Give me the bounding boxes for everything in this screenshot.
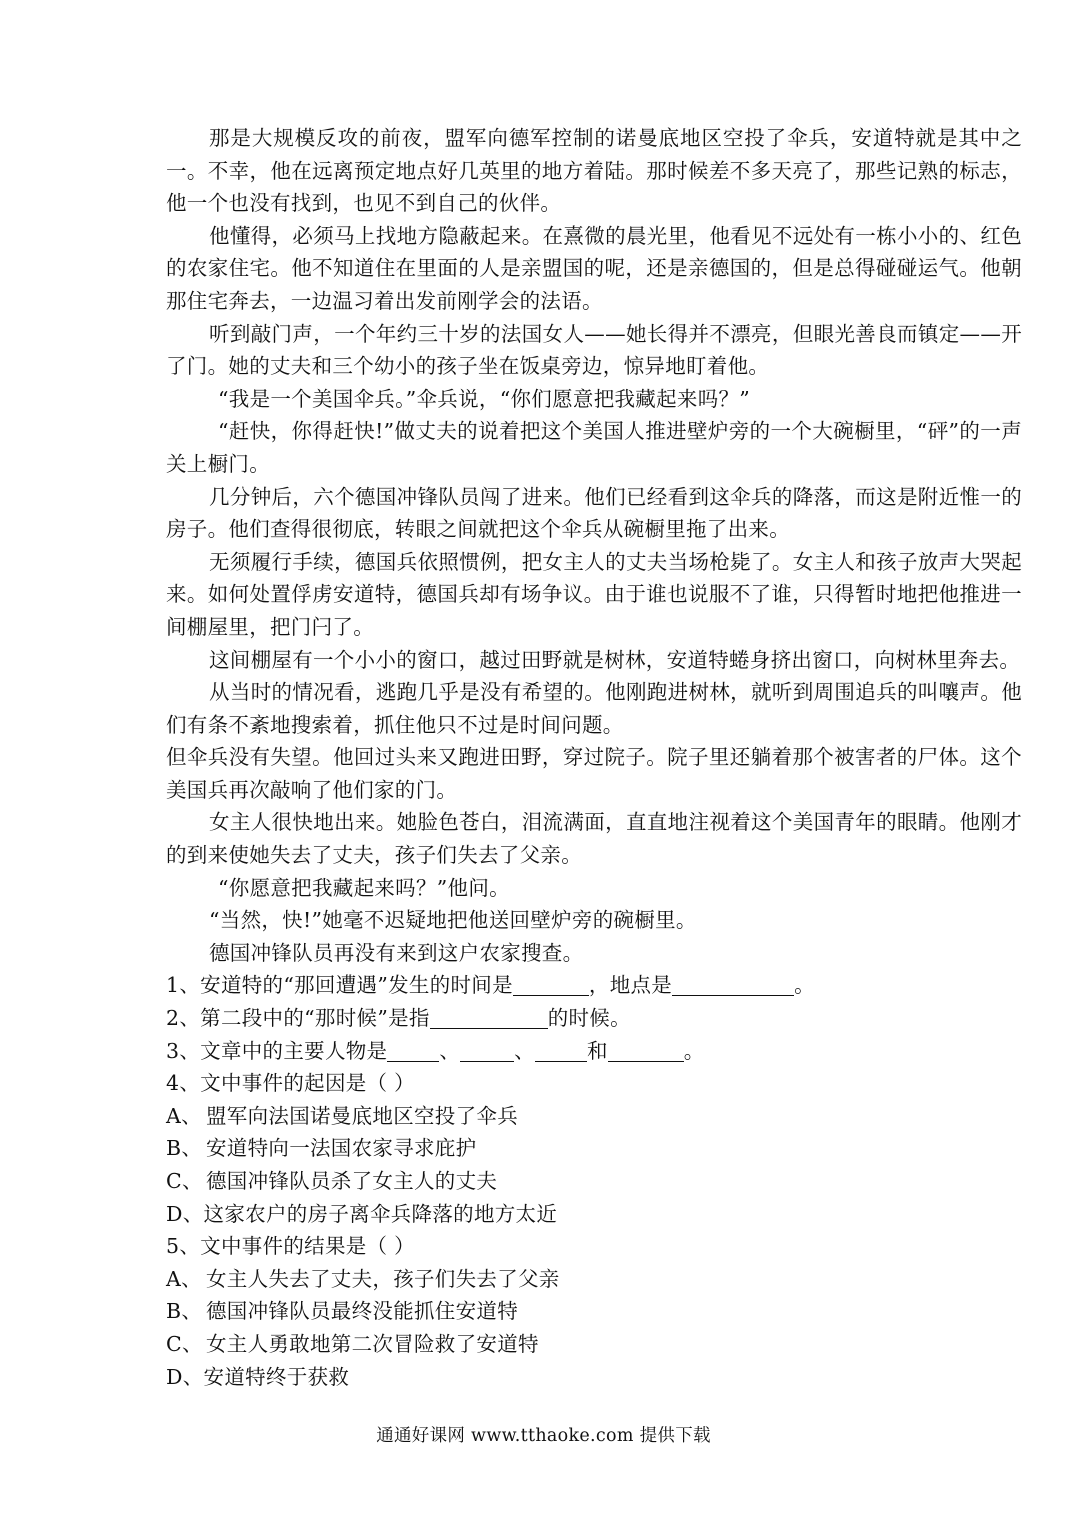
- passage-paragraph-4: “我是一个美国伞兵。”伞兵说，“你们愿意把我藏起来吗？”: [218, 386, 751, 411]
- question-3-separator-2: 、: [514, 1038, 535, 1063]
- question-2-blank[interactable]: [430, 1006, 548, 1029]
- question-4-option-c[interactable]: [166, 1165, 1022, 1198]
- question-1-time-blank[interactable]: [513, 973, 589, 996]
- page-footer: 通通好课网 www.tthaoke.com 提供下载: [376, 1426, 711, 1446]
- question-5-option-a[interactable]: [166, 1263, 1022, 1296]
- passage-paragraph-10: 但伞兵没有失望。他回过头来又跑进田野，穿过院子。院子里还躺着那个被害者的尸体。这个美国兵再次敲响了他们家的门。: [166, 745, 1022, 802]
- passage-paragraph-6: 几分钟后，六个德国冲锋队员闯了进来。他们已经看到这伞兵的降落，而这是附近惟一的房子。他们查得很彻底，转眼之间就把这个伞兵从碗橱里拖了出来。: [166, 484, 1022, 542]
- question-1-mid: ，地点是: [588, 973, 673, 998]
- question-1-place-blank[interactable]: [672, 973, 794, 996]
- passage-paragraph-12: “你愿意把我藏起来吗？”他问。: [218, 875, 510, 900]
- question-4-option-b[interactable]: [166, 1132, 1022, 1165]
- question-3-blank-3[interactable]: [535, 1039, 587, 1062]
- document-body: [166, 122, 1022, 1393]
- question-2: [166, 1002, 1022, 1035]
- question-2-prompt: 2、第二段中的“那时候”是指: [166, 1006, 430, 1031]
- question-4-option-d[interactable]: [166, 1198, 1022, 1231]
- question-4: 4、文中事件的起因是（ ）: [166, 1071, 415, 1096]
- option-letter: D、: [166, 1364, 204, 1389]
- question-5-option-b[interactable]: [166, 1295, 1022, 1328]
- question-3-blank-1[interactable]: [387, 1039, 439, 1062]
- passage-paragraph-5: “赶快，你得赶快!”做丈夫的说着把这个美国人推进壁炉旁的一个大碗橱里，“砰”的一声关上橱门。: [166, 419, 1022, 476]
- passage-paragraph-3: 听到敲门声，一个年约三十岁的法国女人——她长得并不漂亮，但眼光善良而镇定——开了门。她的丈夫和三个幼小的孩子坐在饭桌旁边，惊异地盯着他。: [166, 321, 1022, 379]
- question-3: [166, 1035, 1022, 1068]
- passage-paragraph-8: 这间棚屋有一个小小的窗口，越过田野就是树林，安道特蜷身挤出窗口，向树林里奔去。: [209, 647, 1021, 672]
- question-3-blank-2[interactable]: [460, 1039, 514, 1062]
- passage-paragraph-7: 无须履行手续，德国兵依照惯例，把女主人的丈夫当场枪毙了。女主人和孩子放声大哭起来。如何处置俘虏安道特，德国兵却有场争议。由于谁也说服不了谁，只得暂时地把他推进一间棚屋里，把门闩了。: [166, 549, 1022, 639]
- passage-paragraph-1: 那是大规模反攻的前夜，盟军向德军控制的诺曼底地区空投了伞兵，安道特就是其中之一。不幸，他在远离预定地点好几英里的地方着陆。那时候差不多天亮了，那些记熟的标志，他一个也没有找到，也见不到自己的伙伴。: [166, 126, 1022, 216]
- option-text: 女主人勇敢地第二次冒险救了安道特: [206, 1331, 539, 1356]
- option-text: 德国冲锋队员最终没能抓住安道特: [206, 1299, 518, 1324]
- passage-paragraph-2: 他懂得，必须马上找地方隐蔽起来。在熹微的晨光里，他看见不远处有一栋小小的、红色的农家住宅。他不知道住在里面的人是亲盟国的呢，还是亲德国的，但是总得碰碰运气。他朝那住宅奔去，一边温习着出发前刚学会的法语。: [166, 223, 1022, 313]
- option-text: 安道特终于获救: [203, 1364, 350, 1389]
- option-letter: A、: [166, 1103, 202, 1128]
- question-3-separator-1: 、: [439, 1038, 461, 1063]
- question-4-option-a[interactable]: [166, 1100, 1022, 1133]
- question-3-and: 和: [586, 1038, 608, 1063]
- option-text: 德国冲锋队员杀了女主人的丈夫: [206, 1169, 498, 1193]
- option-letter: B、: [166, 1136, 203, 1161]
- option-text: 盟军向法国诺曼底地区空投了伞兵: [206, 1103, 518, 1128]
- question-5: 5、文中事件的结果是（ ）: [166, 1234, 415, 1259]
- question-2-end: 的时候。: [547, 1006, 631, 1031]
- question-3-prompt: 3、文章中的主要人物是: [166, 1038, 388, 1063]
- option-letter: A、: [166, 1266, 202, 1291]
- passage-paragraph-9: 从当时的情况看，逃跑几乎是没有希望的。他刚跑进树林，就听到周围追兵的叫嚷声。他们有条不紊地搜索着，抓住他只不过是时间问题。: [166, 680, 1022, 737]
- option-letter: C、: [166, 1331, 203, 1356]
- option-text: 这家农户的房子离伞兵降落的地方太近: [203, 1201, 558, 1226]
- passage-paragraph-11: 女主人很快地出来。她脸色苍白，泪流满面，直直地注视着这个美国青年的眼睛。他刚才的到来使她失去了丈夫，孩子们失去了父亲。: [166, 810, 1022, 868]
- option-letter: D、: [166, 1201, 204, 1226]
- question-3-blank-4[interactable]: [608, 1039, 684, 1062]
- passage-paragraph-13: “当然，快!”她毫不迟疑地把他送回壁炉旁的碗橱里。: [209, 908, 697, 933]
- question-1-end: 。: [794, 973, 815, 998]
- option-letter: C、: [166, 1169, 203, 1193]
- question-5-option-d[interactable]: [166, 1361, 1022, 1394]
- option-text: 安道特向一法国农家寻求庇护: [206, 1136, 477, 1161]
- question-3-end: 。: [683, 1038, 705, 1063]
- question-5-option-c[interactable]: [166, 1328, 1022, 1361]
- option-letter: B、: [166, 1299, 203, 1324]
- question-1-prompt: 1、安道特的“那回遭遇”发生的时间是: [166, 973, 513, 998]
- option-text: 女主人失去了丈夫，孩子们失去了父亲: [206, 1266, 560, 1291]
- question-1: [166, 969, 1022, 1002]
- passage-paragraph-14: 德国冲锋队员再没有来到这户农家搜查。: [209, 940, 584, 965]
